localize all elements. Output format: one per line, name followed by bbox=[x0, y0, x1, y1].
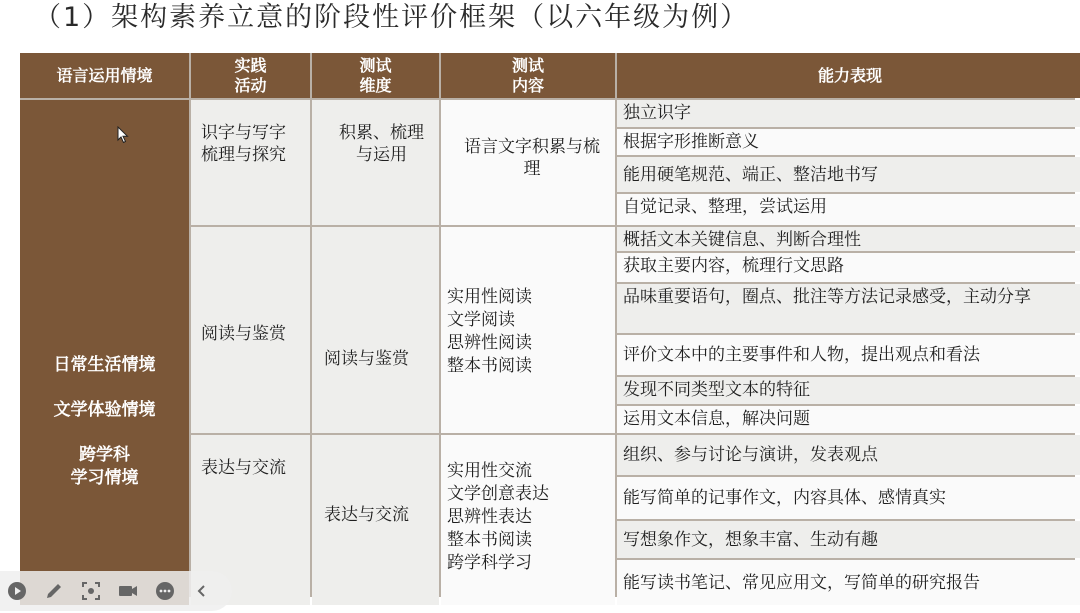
header-situation: 语言运用情境 bbox=[20, 53, 189, 98]
dimension-reading: 阅读与鉴赏 bbox=[312, 227, 439, 433]
content-language-accumulation: 语言文字积累与梳 理 bbox=[441, 100, 615, 225]
activity-expression: 表达与交流 bbox=[191, 435, 310, 605]
ability-item: 概括文本关键信息、判断合理性 bbox=[617, 227, 1080, 251]
ability-item: 品味重要语句，圈点、批注等方法记录感受，主动分享 bbox=[617, 284, 1080, 333]
ability-item: 评价文本中的主要事件和人物，提出观点和看法 bbox=[617, 335, 1080, 375]
slide-title: （1）架构素养立意的阶段性评价框架（以六年级为例） bbox=[34, 2, 750, 33]
ability-item: 组织、参与讨论与演讲，发表观点 bbox=[617, 435, 1080, 475]
play-icon[interactable] bbox=[6, 580, 28, 602]
header-ability: 能力表现 bbox=[617, 53, 1080, 98]
dimension-expression: 表达与交流 bbox=[312, 435, 439, 605]
situation-column bbox=[20, 100, 189, 605]
header-content: 测试 内容 bbox=[441, 53, 615, 98]
pen-icon[interactable] bbox=[43, 580, 65, 602]
header-dimension: 测试 维度 bbox=[312, 53, 439, 98]
presentation-toolbar bbox=[0, 571, 232, 611]
collapse-icon[interactable] bbox=[191, 580, 213, 602]
situation-literary-experience: 文学体验情境 bbox=[53, 400, 156, 420]
ability-item: 能写读书笔记、常见应用文，写简单的研究报告 bbox=[617, 560, 1080, 605]
ability-item: 发现不同类型文本的特征 bbox=[617, 377, 1080, 404]
ability-item: 根据字形推断意义 bbox=[617, 129, 1080, 155]
ability-item: 写想象作文，想象丰富、生动有趣 bbox=[617, 521, 1080, 558]
ability-item: 能用硬笔规范、端正、整洁地书写 bbox=[617, 157, 1080, 192]
content-expression-types: 实用性交流 文学创意表达 思辨性表达 整本书阅读 跨学科学习 bbox=[441, 435, 615, 605]
header-activity: 实践 活动 bbox=[191, 53, 310, 98]
dimension-accumulation: 积累、梳理 与运用 bbox=[312, 100, 439, 225]
evaluation-framework-table bbox=[20, 53, 1075, 597]
situation-daily-life: 日常生活情境 bbox=[53, 355, 156, 375]
ability-item: 获取主要内容，梳理行文思路 bbox=[617, 253, 1080, 282]
activity-literacy-writing: 识字与写字 梳理与探究 bbox=[191, 100, 310, 225]
more-icon[interactable] bbox=[154, 580, 176, 602]
camera-icon[interactable] bbox=[117, 580, 139, 602]
activity-reading: 阅读与鉴赏 bbox=[191, 227, 310, 433]
ability-item: 独立识字 bbox=[617, 100, 1080, 127]
screenshot-icon[interactable] bbox=[80, 580, 102, 602]
situation-interdisciplinary: 跨学科 学习情境 bbox=[70, 445, 139, 488]
ability-item: 自觉记录、整理，尝试运用 bbox=[617, 194, 1080, 225]
mouse-pointer-icon bbox=[117, 126, 129, 144]
ability-item: 运用文本信息，解决问题 bbox=[617, 406, 1080, 433]
ability-item: 能写简单的记事作文，内容具体、感情真实 bbox=[617, 477, 1080, 519]
content-reading-types: 实用性阅读 文学阅读 思辨性阅读 整本书阅读 bbox=[441, 227, 615, 433]
